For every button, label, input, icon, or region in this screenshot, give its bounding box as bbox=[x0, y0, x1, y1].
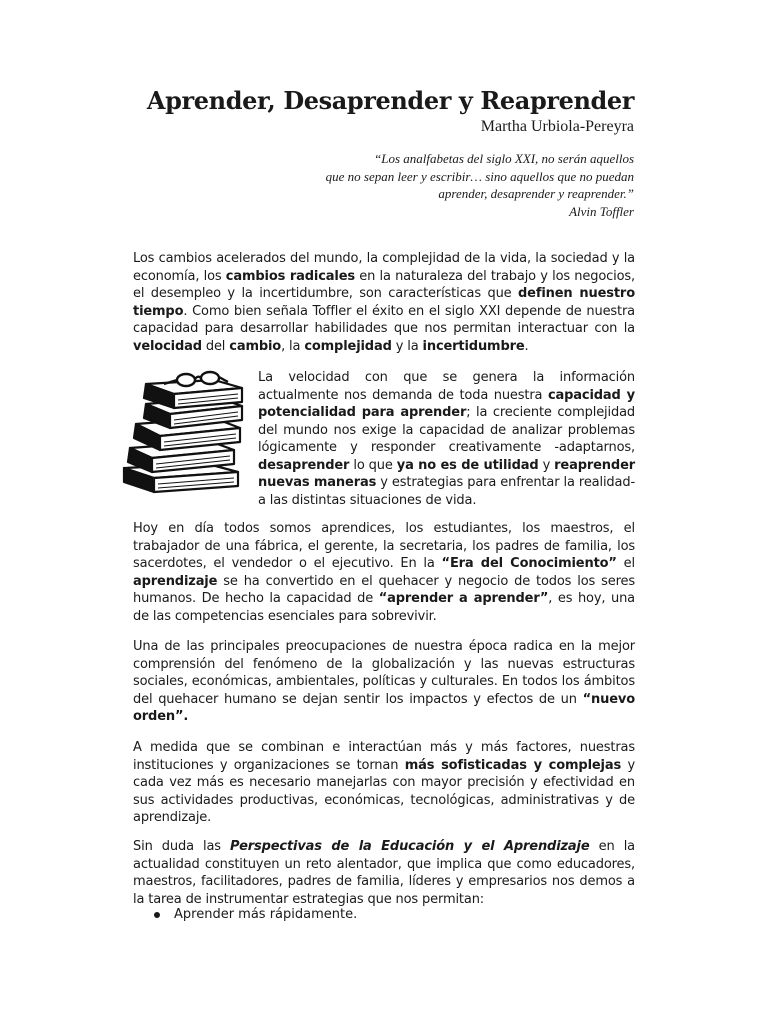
emphasized-text: más sofisticadas y complejas bbox=[404, 757, 622, 773]
text-run: y estrategias para enfrentar la realidad- a las distintas situaciones de vida. bbox=[258, 475, 635, 508]
text-run: lo que bbox=[349, 457, 397, 473]
paragraph-1 bbox=[133, 250, 635, 355]
text-run: Sin duda las bbox=[133, 839, 231, 854]
emphasized-text: aprendizaje bbox=[133, 573, 218, 589]
text-run: el bbox=[616, 556, 635, 571]
paragraph-3 bbox=[133, 520, 635, 625]
emphasized-text: reaprender nuevas maneras bbox=[258, 457, 635, 490]
emphasized-text: cambios radicales bbox=[225, 268, 355, 284]
paragraph-5 bbox=[133, 739, 635, 827]
text-run: y bbox=[538, 457, 555, 473]
emphasized-text: ya no es de utilidad bbox=[396, 457, 539, 473]
bullet-list bbox=[150, 906, 357, 924]
quote-line: “Los analfabetas del siglo XXI, no serán aquellos bbox=[374, 151, 634, 166]
text-run: La velocidad con que se genera la información actualmente nos demanda de toda nuestra bbox=[258, 370, 635, 403]
emphasized-text: velocidad bbox=[133, 338, 202, 354]
paragraph-2 bbox=[258, 369, 635, 509]
document-title: Aprender, Desaprender y Reaprender bbox=[146, 86, 634, 115]
emphasized-text: desaprender bbox=[258, 457, 350, 473]
bullet-icon bbox=[154, 912, 160, 918]
emphasized-text: “aprender a aprender” bbox=[378, 591, 549, 606]
text-run: , la bbox=[281, 338, 305, 354]
list-item-text: Aprender más rápidamente. bbox=[174, 907, 358, 922]
stack-of-books-with-glasses-icon bbox=[116, 368, 248, 498]
emphasized-text: definen nuestro tiempo bbox=[133, 286, 635, 319]
paragraph-4 bbox=[133, 638, 635, 726]
text-run: en la actualidad constituyen un reto alentador, que implica que como educadores, maestros, facilitadores, padres de familia, líderes y empresarios nos demos a la tarea de instrumentar estrategias que nos permitan: bbox=[133, 839, 635, 907]
text-run: ; la creciente complejidad del mundo nos exige la capacidad de analizar problemas lógicamente y responder creativamente -adaptarnos, bbox=[258, 405, 635, 455]
text-run: . Como bien señala Toffler el éxito en el siglo XXI depende de nuestra capacidad para desarrollar habilidades que nos permitan interactuar con la bbox=[133, 303, 635, 336]
emphasized-text: Perspectivas de la Educación y el Aprendizaje bbox=[230, 839, 590, 854]
text-run: Hoy en día todos somos aprendices, los estudiantes, los maestros, el trabajador de una fábrica, el gerente, la secretaria, los padres de familia, los sacerdotes, el vendedor o el ejecutivo. En la bbox=[133, 521, 635, 571]
text-run: del bbox=[201, 338, 230, 354]
emphasized-text: “Era del Conocimiento” bbox=[441, 556, 617, 571]
emphasized-text: cambio bbox=[229, 338, 282, 354]
text-run: se ha convertido en el quehacer y negocio de todos los seres humanos. De hecho la capacidad de bbox=[133, 573, 635, 606]
quote-line: aprender, desaprender y reaprender.” bbox=[438, 186, 634, 201]
emphasized-text: “nuevo orden”. bbox=[133, 691, 635, 724]
text-run: Una de las principales preocupaciones de nuestra época radica en la mejor comprensión del fenómeno de la globalización y las nuevas estructuras sociales, económicas, ambientales, políticas y culturales. En todos los ámbitos del quehacer humano se dejan sentir los impactos y efectos de un bbox=[133, 639, 635, 707]
text-run: y la bbox=[391, 338, 423, 354]
paragraph-6 bbox=[133, 838, 635, 908]
text-run: y cada vez más es necesario manejarlas con mayor precisión y efectividad en sus actividades productivas, económicas, tecnológicas, administrativas y de aprendizaje. bbox=[133, 757, 635, 825]
text-run: Los cambios acelerados del mundo, la complejidad de la vida, la sociedad y la economía, los bbox=[133, 251, 635, 284]
text-run: A medida que se combinan e interactúan más y más factores, nuestras instituciones y organizaciones se tornan bbox=[133, 740, 635, 773]
epigraph-quote bbox=[326, 150, 634, 220]
emphasized-text: capacidad y potencialidad para aprender bbox=[258, 387, 635, 420]
quote-line: que no sepan leer y escribir… sino aquellos que no puedan bbox=[325, 168, 634, 184]
text-run: , es hoy, una de las competencias esenciales para sobrevivir. bbox=[133, 591, 635, 624]
list-item bbox=[150, 906, 357, 924]
text-run: en la naturaleza del trabajo y los negocios, el desempleo y la incertidumbre, son características que bbox=[133, 268, 635, 301]
emphasized-text: complejidad bbox=[304, 338, 392, 354]
emphasized-text: incertidumbre bbox=[422, 338, 525, 354]
quote-attribution: Alvin Toffler bbox=[569, 203, 634, 219]
text-run: . bbox=[524, 338, 529, 354]
author-name: Martha Urbiola-Pereyra bbox=[480, 118, 634, 135]
